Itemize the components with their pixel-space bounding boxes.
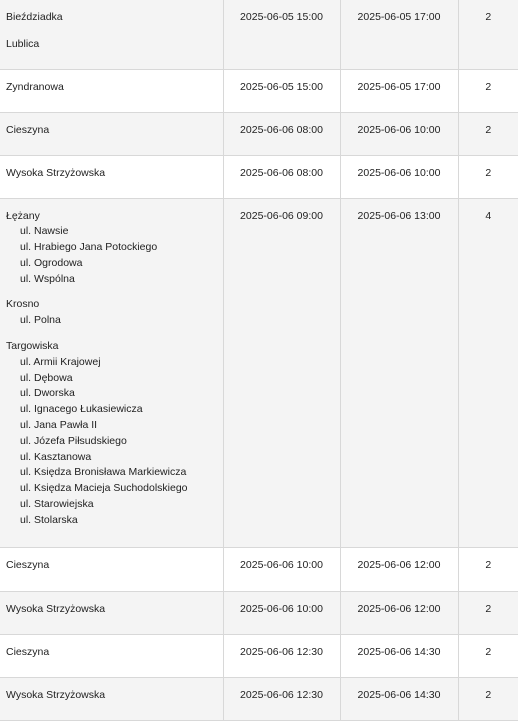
end-time-cell [340, 155, 458, 198]
start-time-cell [223, 155, 340, 198]
place-group [6, 688, 217, 704]
start-time-cell-text: 2025-06-06 08:00 [224, 156, 340, 182]
start-time-cell [223, 0, 340, 69]
count-cell-text: 2 [459, 0, 518, 26]
place-group [6, 209, 217, 288]
end-time-cell [340, 547, 458, 591]
table-row [0, 591, 518, 634]
start-time-cell-text: 2025-06-06 12:30 [224, 678, 340, 704]
place-name: Targowiska [6, 339, 217, 355]
place-group [6, 37, 217, 53]
place-group [6, 297, 217, 329]
start-time-cell-text: 2025-06-06 08:00 [224, 113, 340, 139]
start-time-cell-text: 2025-06-06 12:30 [224, 635, 340, 661]
start-time-cell [223, 547, 340, 591]
count-cell-text: 2 [459, 548, 518, 574]
location-cell [0, 198, 223, 547]
place-group [6, 166, 217, 182]
street-name: ul. Polna [20, 313, 217, 329]
count-cell [458, 547, 518, 591]
street-list [6, 313, 217, 329]
count-cell [458, 112, 518, 155]
location-cell [0, 155, 223, 198]
place-name: Zyndranowa [6, 80, 217, 96]
place-name: Cieszyna [6, 123, 217, 139]
table-row [0, 69, 518, 112]
count-cell-text: 2 [459, 592, 518, 618]
street-name: ul. Księdza Macieja Suchodolskiego [20, 481, 217, 497]
count-cell-text: 2 [459, 113, 518, 139]
end-time-cell-text: 2025-06-06 14:30 [341, 678, 458, 704]
count-cell [458, 677, 518, 720]
count-cell-text: 4 [459, 199, 518, 225]
street-name: ul. Stolarska [20, 513, 217, 529]
count-cell [458, 0, 518, 69]
end-time-cell [340, 677, 458, 720]
start-time-cell [223, 69, 340, 112]
count-cell [458, 155, 518, 198]
street-name: ul. Armii Krajowej [20, 355, 217, 371]
end-time-cell-text: 2025-06-06 12:00 [341, 592, 458, 618]
place-name: Wysoka Strzyżowska [6, 602, 217, 618]
street-name: ul. Ignacego Łukasiewicza [20, 402, 217, 418]
place-name: Bieździadka [6, 10, 217, 26]
count-cell [458, 591, 518, 634]
table-row [0, 547, 518, 591]
street-name: ul. Dębowa [20, 371, 217, 387]
end-time-cell [340, 634, 458, 677]
place-name: Łężany [6, 209, 217, 225]
location-cell [0, 591, 223, 634]
end-time-cell [340, 0, 458, 69]
start-time-cell-text: 2025-06-05 15:00 [224, 0, 340, 26]
street-name: ul. Wspólna [20, 272, 217, 288]
place-name: Krosno [6, 297, 217, 313]
street-name: ul. Nawsie [20, 224, 217, 240]
start-time-cell-text: 2025-06-06 09:00 [224, 199, 340, 225]
location-cell [0, 112, 223, 155]
street-list [6, 355, 217, 529]
table-row [0, 677, 518, 720]
end-time-cell [340, 198, 458, 547]
place-group [6, 10, 217, 26]
start-time-cell [223, 112, 340, 155]
end-time-cell-text: 2025-06-05 17:00 [341, 0, 458, 26]
street-name: ul. Dworska [20, 386, 217, 402]
table-row [0, 0, 518, 69]
count-cell-text: 2 [459, 70, 518, 96]
street-name: ul. Jana Pawła II [20, 418, 217, 434]
end-time-cell [340, 112, 458, 155]
location-cell [0, 69, 223, 112]
place-name: Cieszyna [6, 558, 217, 574]
end-time-cell-text: 2025-06-06 12:00 [341, 548, 458, 574]
street-name: ul. Józefa Piłsudskiego [20, 434, 217, 450]
count-cell [458, 69, 518, 112]
start-time-cell [223, 591, 340, 634]
count-cell-text: 2 [459, 678, 518, 704]
table-row [0, 155, 518, 198]
count-cell-text: 2 [459, 635, 518, 661]
place-group [6, 339, 217, 529]
start-time-cell [223, 634, 340, 677]
end-time-cell [340, 591, 458, 634]
place-group [6, 123, 217, 139]
start-time-cell [223, 677, 340, 720]
location-cell [0, 634, 223, 677]
end-time-cell-text: 2025-06-06 10:00 [341, 156, 458, 182]
place-name: Wysoka Strzyżowska [6, 166, 217, 182]
place-group [6, 80, 217, 96]
count-cell-text: 2 [459, 156, 518, 182]
table-row [0, 634, 518, 677]
end-time-cell [340, 69, 458, 112]
location-cell [0, 0, 223, 69]
place-name: Wysoka Strzyżowska [6, 688, 217, 704]
street-name: ul. Kasztanowa [20, 450, 217, 466]
location-cell [0, 547, 223, 591]
place-group [6, 558, 217, 574]
count-cell [458, 634, 518, 677]
count-cell [458, 198, 518, 547]
end-time-cell-text: 2025-06-05 17:00 [341, 70, 458, 96]
place-group [6, 645, 217, 661]
place-name: Cieszyna [6, 645, 217, 661]
street-name: ul. Hrabiego Jana Potockiego [20, 240, 217, 256]
end-time-cell-text: 2025-06-06 14:30 [341, 635, 458, 661]
start-time-cell-text: 2025-06-06 10:00 [224, 548, 340, 574]
street-name: ul. Księdza Bronisława Markiewicza [20, 465, 217, 481]
start-time-cell-text: 2025-06-05 15:00 [224, 70, 340, 96]
table-row [0, 112, 518, 155]
street-name: ul. Starowiejska [20, 497, 217, 513]
start-time-cell-text: 2025-06-06 10:00 [224, 592, 340, 618]
place-group [6, 602, 217, 618]
street-name: ul. Ogrodowa [20, 256, 217, 272]
street-list [6, 224, 217, 287]
place-name: Lublica [6, 37, 217, 53]
table-row [0, 198, 518, 547]
end-time-cell-text: 2025-06-06 10:00 [341, 113, 458, 139]
location-cell [0, 677, 223, 720]
end-time-cell-text: 2025-06-06 13:00 [341, 199, 458, 225]
start-time-cell [223, 198, 340, 547]
